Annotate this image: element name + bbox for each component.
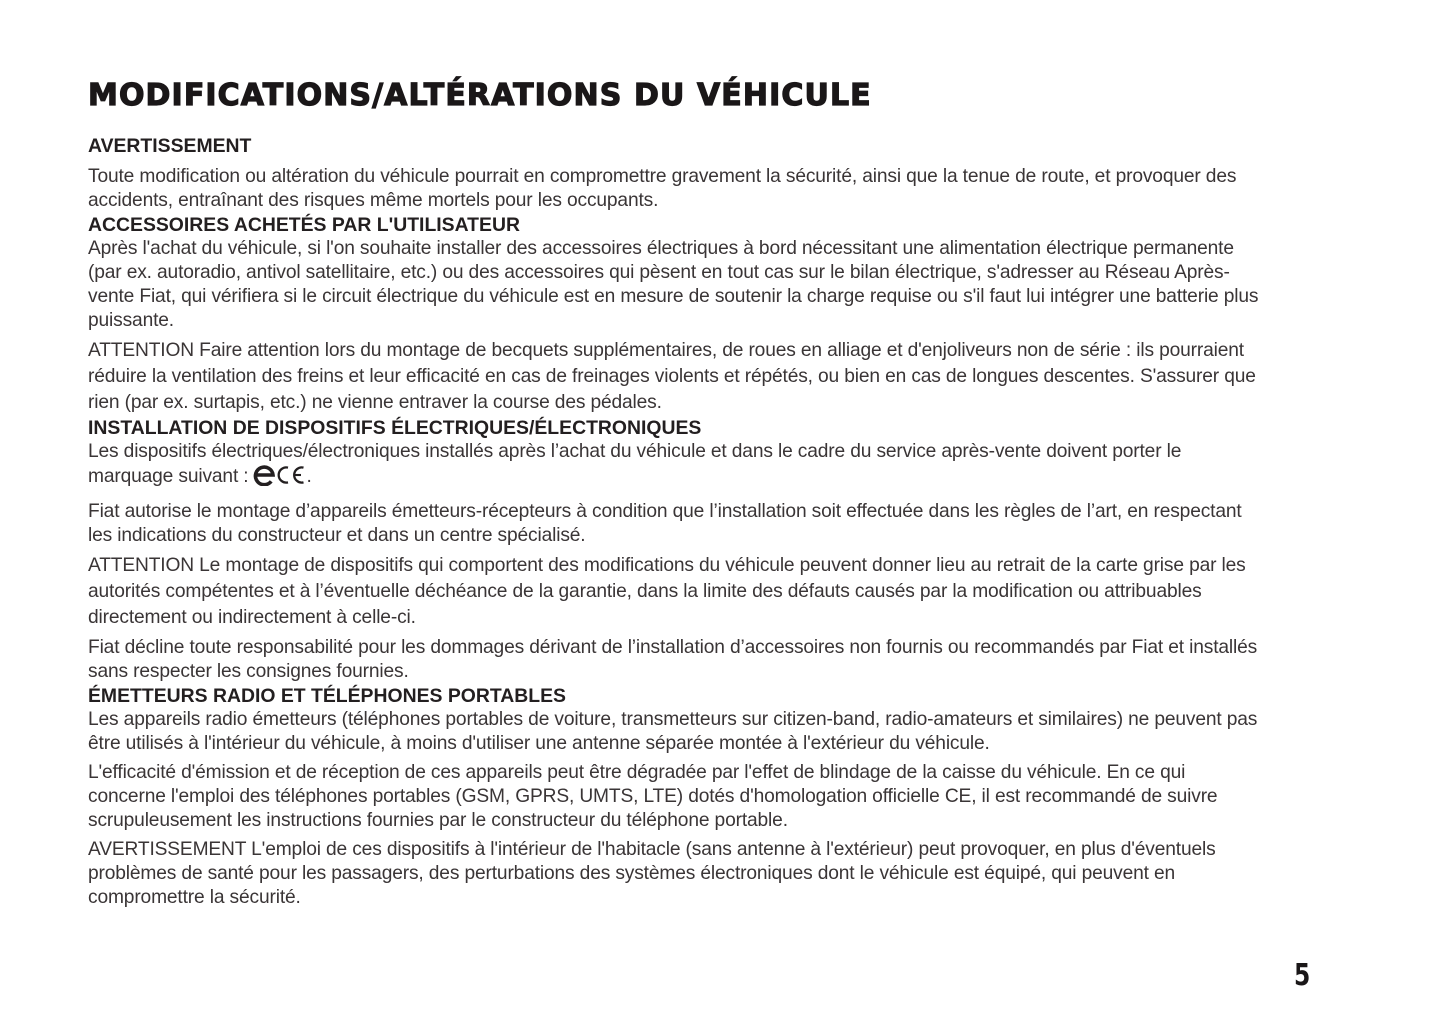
paragraph-responsabilite: Fiat décline toute responsabilité pour les dommages dérivant de l’installation d’accessoires non fournis ou recommandés par Fiat et installés sans respecter les consignes fournies. xyxy=(88,637,1258,682)
page-number: 5 xyxy=(1294,958,1311,993)
section-heading-emetteurs-radio: ÉMETTEURS RADIO ET TÉLÉPHONES PORTABLES xyxy=(88,685,566,707)
e-ce-marking-icon xyxy=(253,464,305,493)
paragraph-marquage xyxy=(88,440,1268,493)
paragraph-accessoires: Après l'achat du véhicule, si l'on souhaite installer des accessoires électriques à bord nécessitant une alimentation électrique permanente (par ex. autoradio, antivol satellitaire, etc.) ou des accessoires qui pèsent en tout cas sur le bilan électrique, s'adresser au Réseau Après-vente Fiat, qui vérifiera si le circuit électrique du véhicule est en mesure de soutenir la charge requise ou s'il faut lui intégrer une batterie plus puissante. xyxy=(88,238,1259,331)
section-heading-avertissement: AVERTISSEMENT xyxy=(88,135,252,157)
paragraph-attention-becquets: ATTENTION Faire attention lors du montage de becquets supplémentaires, de roues en alliage et d'enjoliveurs non de série : ils pourraient réduire la ventilation des freins et leur efficacité en cas de freinages violents et répétés, ou bien en cas de longues descentes. S'assurer que rien (par ex. surtapis, etc.) ne vienne entraver la course des pédales. xyxy=(88,340,1256,413)
paragraph-avertissement: Toute modification ou altération du véhicule pourrait en compromettre gravement la sécurité, ainsi que la tenue de route, et provoquer des accidents, entraînant des risques même mortels pour les occupants. xyxy=(88,166,1237,211)
paragraph-efficacite: L'efficacité d'émission et de réception de ces appareils peut être dégradée par l'effet de blindage de la caisse du véhicule. En ce qui concerne l'emploi des téléphones portables (GSM, GPRS, UMTS, LTE) dotés d'homologation officielle CE, il est recommandé de suivre scrupuleusement les instructions fournies par le constructeur du téléphone portable. xyxy=(88,762,1218,831)
paragraph-avertissement-habitacle: AVERTISSEMENT L'emploi de ces dispositifs à l'intérieur de l'habitacle (sans antenne à l'extérieur) peut provoquer, en plus d'éventuels problèmes de santé pour les passagers, des perturbations des systèmes électroniques dont le véhicule est équipé, qui peuvent en compromettre la sécurité. xyxy=(88,839,1216,908)
paragraph-appareils-radio: Les appareils radio émetteurs (téléphones portables de voiture, transmetteurs sur citizen-band, radio-amateurs et similaires) ne peuvent pas être utilisés à l'intérieur du véhicule, à moins d'utiliser une antenne séparée montée à l'extérieur du véhicule. xyxy=(88,709,1258,754)
marquage-text: Les dispositifs électriques/électroniques installés après l’achat du véhicule et dans le cadre du service après-vente doivent porter le marquage suivant : xyxy=(88,441,1182,487)
paragraph-attention-carte-grise: ATTENTION Le montage de dispositifs qui comportent des modifications du véhicule peuvent donner lieu au retrait de la carte grise par les autorités compétentes et à l’éventuelle déchéance de la garantie, dans la limite des défauts causés par la modification ou attribuables directement ou indirectement à celle-ci. xyxy=(88,555,1246,628)
section-heading-accessoires: ACCESSOIRES ACHETÉS PAR L'UTILISATEUR xyxy=(88,214,520,236)
page-title: MODIFICATIONS/ALTÉRATIONS DU VÉHICULE xyxy=(88,78,872,113)
paragraph-emetteurs-recepteurs: Fiat autorise le montage d’appareils émetteurs-récepteurs à condition que l’installation soit effectuée dans les règles de l’art, en respectant les indications du constructeur et dans un centre spécialisé. xyxy=(88,501,1242,546)
page-content xyxy=(88,72,1268,910)
marquage-suffix: . xyxy=(306,466,312,487)
section-heading-installation: INSTALLATION DE DISPOSITIFS ÉLECTRIQUES/ÉLECTRONIQUES xyxy=(88,417,702,439)
